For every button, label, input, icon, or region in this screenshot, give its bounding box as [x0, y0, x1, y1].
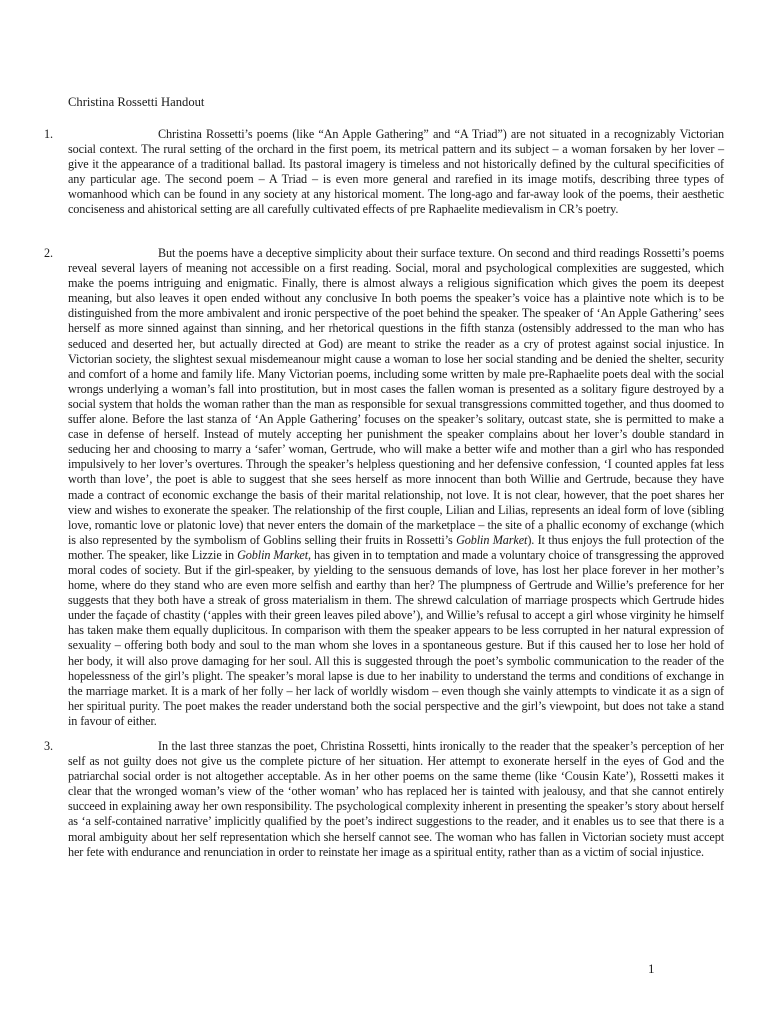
- paragraph-2-number: 2.: [44, 246, 53, 260]
- paragraph-3-number: 3.: [44, 739, 53, 753]
- paragraph-2-text-part-3: , has given in to temptation and made a voluntary choice of transgressing the approved moral codes of society. But if the girl-speaker, by yielding to the sensuous demands of love, has lost her place forever in her mother’s home, where do they stand who are even more selfish and earthy than her? The plumpness of Gertrude and Willie’s preference for her suggests that they both have a streak of gross materialism in them. The shrewd calculation of marriage prospects which Gertrude hides under the façade of chastity (‘apples with their green leaves piled above’), and Willie’s refusal to accept a girl whose virginity he himself has taken make them equally duplicitous. In comparison with them the speaker appears to be less corrupted in her natural expression of sexuality – offering both body and soul to the man whom she loves in a spontaneous gesture. But if this caused her to lose her hold of her body, it will also prove damaging for her soul. All this is suggested through the poet’s symbolic communication to the reader of the hopelessness of the girl’s plight. The speaker’s moral lapse is due to her inability to understand the terms and conditions of exchange in the marriage market. It is a mark of her folly – her lack of worldly wisdom – even though she vainly attempts to vindicate it as a sign of her spiritual purity. The poet makes the reader understand both the social perspective and the girl’s viewpoint, but does not take a stand in favour of either.: [68, 547, 725, 728]
- paragraph-2-text-part-2: ). It thus enjoys the full protection of the mother. The speaker, like Lizzie in: [68, 532, 724, 562]
- paragraph-1-text: Christina Rossetti’s poems (like “An Apple Gathering” and “A Triad”) are not situated in a recognizably Victorian social context. The rural setting of the orchard in the first poem, its metrical pattern and its subject – a woman forsaken by her lover – give it the appearance of a traditional ballad. Its pastoral imagery is timeless and not historically defined by the cultural specificities of any particular age. The second poem – A Triad – is even more general and rarefied in its image motifs, describing three types of womanhood which can be found in any society at any historical moment. The long-ago and far-away look of the poems, their aesthetic conciseness and ahistorical setting are all carefully cultivated effects of pre Raphaelite medievalism in CR’s poetry.: [68, 127, 724, 217]
- handout-title: Christina Rossetti Handout: [68, 95, 205, 109]
- paragraph-2-title-goblin-market-1: Goblin Market: [456, 532, 528, 547]
- paragraph-1: [44, 127, 724, 218]
- paragraph-2-text-part-1: But the poems have a deceptive simplicity about their surface texture. On second and third readings Rossetti’s poems reveal several layers of meaning not accessible on a first reading. Social, moral and psychological complexities are suggested, which make the poems intriguing and enigmatic. Finally, there is almost always a religious signification which gives the poem its deepest meaning, but also leaves it open ended without any conclusive In both poems the speaker’s voice has a plaintive note which is to be distinguished from the more ambivalent and ironic perspective of the poet behind the speaker. The speaker of ‘An Apple Gathering’ sees herself as more sinned against than sinning, and her rhetorical questions in the fifth stanza (ostensibly addressed to the man who has seduced and deserted her, but actually directed at God) are meant to strike the reader as a cry of protest against social injustice. In Victorian society, the slightest sexual misdemeanour might cause a woman to lose her social standing and be denied the shelter, security and comfort of a home and family life. Many Victorian poems, including some written by male pre-Raphaelite poets deal with the social wrongs underlying a woman’s fall into prostitution, but in most cases the fallen woman is presented as a solitary figure destroyed by a social system that holds the woman rather than the man as responsible for sexual transgressions committed together, and thus doomed to suffer alone. Before the last stanza of ‘An Apple Gathering’ focuses on the speaker’s solitary, outcast state, she is permitted to make a case in defense of herself. Instead of mutely accepting her punishment the speaker complains about her lover’s double standard in seducing her and choosing to marry a ‘safer’ woman, Gertrude, who will make a better wife and mother than a girl who has responded impulsively to her lover’s overtures. Through the speaker’s helpless questioning and her defensive confession, ‘I counted apples fat less worth than love’, the poet is able to suggest that she sees herself as more innocent than both Willie and Gertrude, because they have made a contract of economic exchange the basis of their marital relationship, not love. It is not clear, however, that the poet shares her view and wishes to exonerate the speaker. The relationship of the first couple, Lilian and Lilias, represents an ideal form of love (sibling love, romantic love or platonic love) that never enters the domain of the marketplace – the site of a phallic economy of exchange (which is also represented by the symbolism of Goblins selling their fruits in Rossetti’s: [68, 246, 724, 547]
- paragraph-1-body: [68, 127, 724, 218]
- paragraph-3: [44, 739, 724, 860]
- paragraph-2: [44, 246, 724, 729]
- paragraph-2-title-goblin-market-2: Goblin Market: [237, 547, 309, 562]
- paragraph-3-body: [68, 739, 724, 860]
- paragraph-2-body: [68, 246, 724, 729]
- paragraph-1-number: 1.: [44, 127, 53, 141]
- page-number: 1: [648, 961, 655, 976]
- paragraph-3-text: In the last three stanzas the poet, Christina Rossetti, hints ironically to the reader that the speaker’s perception of her self as not guilty does not give us the complete picture of her situation. Her attempt to exonerate herself in the eyes of God and the patriarchal social order is not altogether acceptable. As in her other poems on the same theme (like ‘Cousin Kate’), Rossetti makes it clear that the wronged woman’s view of the ‘other woman’ who has replaced her is tainted with jealousy, and that she cannot entirely succeed in explaining away her own responsibility. The psychological complexity inherent in presenting the speaker’s story about herself as ‘a self-contained narrative’ implicitly qualified by the poet’s indirect suggestions to the reader, and it enables us to see that there is a moral ambiguity about her self representation which she herself cannot see. The woman who has fallen in Victorian society must accept her fete with endurance and renunciation in order to reinstate her image as a spiritual entity, rather than as a victim of social injustice.: [68, 739, 724, 859]
